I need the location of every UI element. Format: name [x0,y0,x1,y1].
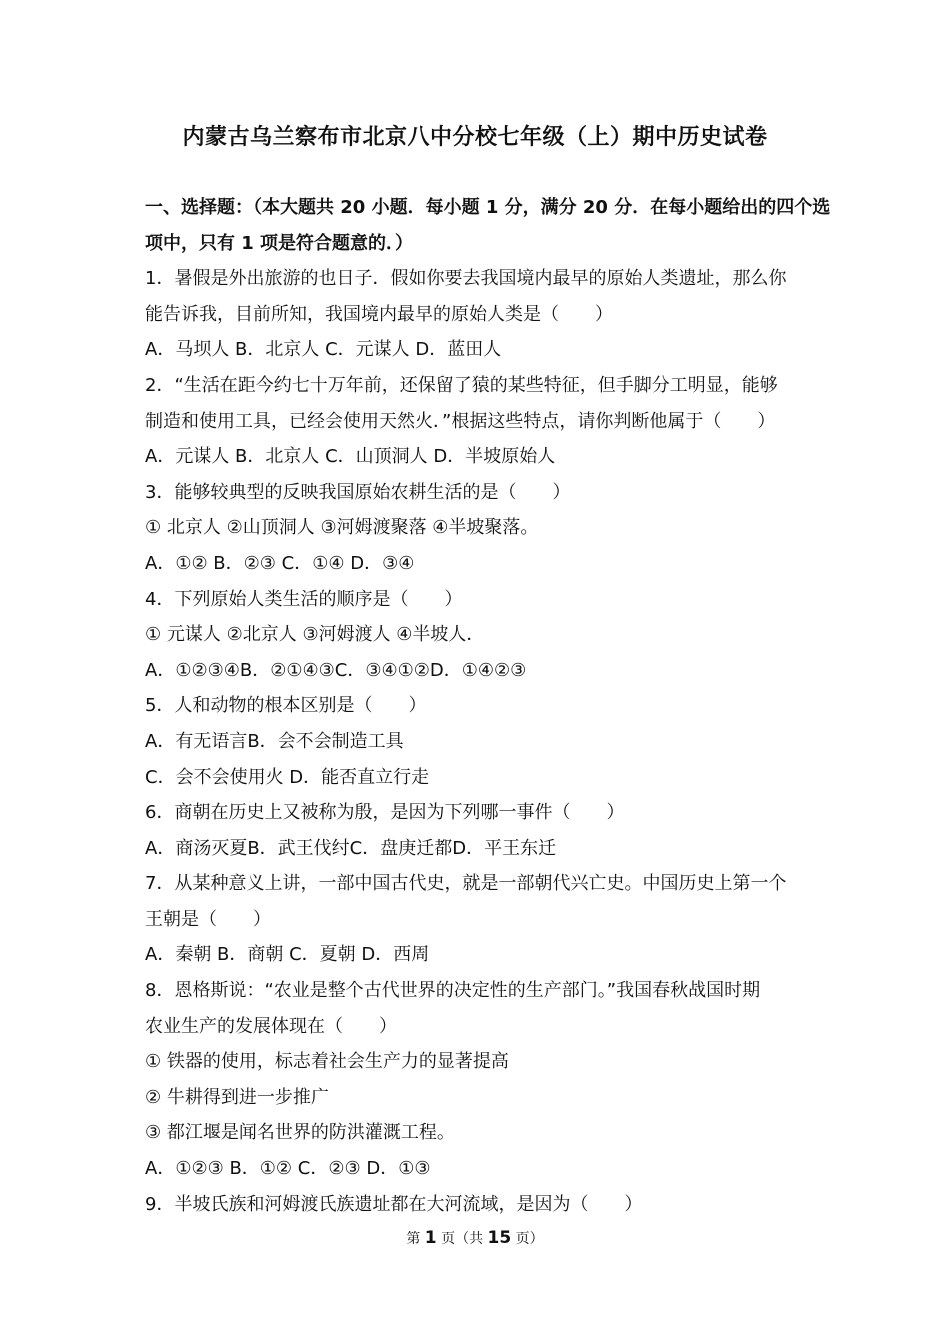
question-8-options: A．①②③ B．①② C．②③ D．①③ [145,1158,431,1180]
question-1-options: A．马坝人 B．北京人 C．元谋人 D．蓝田人 [145,339,502,361]
question-2-cont: 制造和使用工具，已经会使用天然火．”根据这些特点，请你判断他属于（ ） [145,410,776,432]
question-6: 6．商朝在历史上又被称为殷，是因为下列哪一事件（ ） [145,802,625,824]
question-8-item-1: ① 铁器的使用，标志着社会生产力的显著提高 [145,1051,509,1073]
question-3: 3．能够较典型的反映我国原始农耕生活的是（ ） [145,481,571,503]
question-5-options-ab: A．有无语言B．会不会制造工具 [145,730,404,752]
question-2: 2．“生活在距今约七十万年前，还保留了猿的某些特征，但手脚分工明显，能够 [145,374,778,396]
question-7: 7．从某种意义上讲，一部中国古代史，就是一部朝代兴亡史。中国历史上第一个 [145,873,787,895]
question-8: 8．恩格斯说：“农业是整个古代世界的决定性的生产部门。”我国春秋战国时期 [145,980,761,1002]
page-footer [0,1228,950,1248]
question-8-item-2: ② 牛耕得到进一步推广 [145,1086,329,1108]
question-4: 4．下列原始人类生活的顺序是（ ） [145,588,463,610]
footer-suffix: 页） [511,1231,544,1247]
section-heading: 一、选择题：（本大题共 20 小题．每小题 1 分，满分 20 分．在每小题给出的四个选 [145,197,831,218]
question-9: 9．半坡氏族和河姆渡氏族遗址都在大河流域，是因为（ ） [145,1193,643,1215]
question-1: 1．暑假是外出旅游的也日子．假如你要去我国境内最早的原始人类遗址，那么你 [145,268,787,290]
footer-prefix: 第 [406,1231,425,1247]
question-5: 5．人和动物的根本区别是（ ） [145,695,427,717]
question-8-cont: 农业生产的发展体现在（ ） [145,1015,397,1037]
question-8-item-3: ③ 都江堰是闻名世界的防洪灌溉工程。 [145,1122,455,1144]
exam-body [145,190,831,1222]
question-2-options: A．元谋人 B．北京人 C．山顶洞人 D．半坡原始人 [145,446,556,468]
question-7-cont: 王朝是（ ） [145,908,271,930]
question-3-items: ① 北京人 ②山顶洞人 ③河姆渡聚落 ④半坡聚落。 [145,517,539,539]
total-pages: 15 [487,1228,512,1248]
question-7-options: A．秦朝 B．商朝 C．夏朝 D．西周 [145,944,430,966]
question-6-options: A．商汤灭夏B．武王伐纣C．盘庚迁都D．平王东迁 [145,837,557,859]
current-page: 1 [424,1228,437,1248]
footer-mid: 页（共 [436,1231,488,1247]
question-1-cont: 能告诉我，目前所知，我国境内最早的原始人类是（ ） [145,303,613,325]
document-title: 内蒙古乌兰察布市北京八中分校七年级（上）期中历史试卷 [182,125,768,150]
question-4-items: ① 元谋人 ②北京人 ③河姆渡人 ④半坡人． [145,624,485,646]
section-heading-cont: 项中，只有 1 项是符合题意的．） [145,232,414,254]
question-5-options-cd: C．会不会使用火 D．能否直立行走 [145,766,430,788]
question-4-options: A．①②③④B．②①④③C．③④①②D．①④②③ [145,659,527,681]
question-3-options: A．①② B．②③ C．①④ D．③④ [145,552,415,574]
